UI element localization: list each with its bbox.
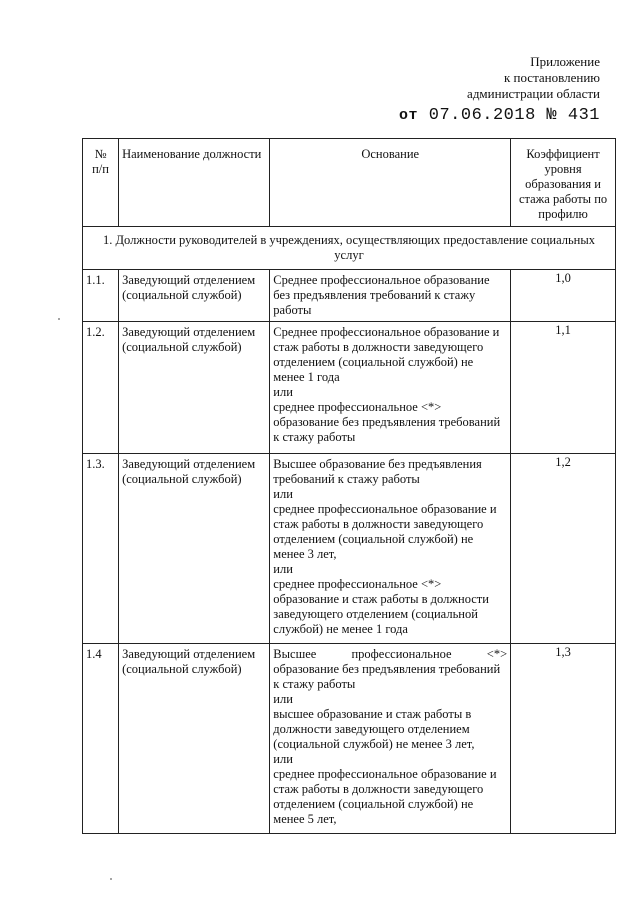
row-num: 1.4 bbox=[83, 644, 119, 834]
header-coefficient: Коэффициент уровня образования и стажа работы по профилю bbox=[511, 139, 616, 227]
row-num: 1.2. bbox=[83, 322, 119, 454]
table-row bbox=[83, 322, 616, 454]
header-num: № п/п bbox=[83, 139, 119, 227]
basis-word-higher: Высшее bbox=[273, 647, 317, 661]
order-prefix: от bbox=[399, 107, 419, 124]
row-position: Заведующий отделением (социальной службой) bbox=[119, 454, 270, 644]
row-basis: образование без предъявления требований к стажу работы или высшее образование и стаж работы в должности заведующего отделением (социальной службой) не менее 3 лет, или среднее профессиональное образование и стаж работы в должности заведующего отделением (социальной службой) не менее 5 лет, bbox=[273, 662, 501, 826]
row-coefficient: 1,2 bbox=[511, 454, 616, 644]
order-date-and-number: 07.06.2018 № 431 bbox=[428, 106, 600, 125]
table-row bbox=[83, 644, 616, 834]
row-num: 1.1. bbox=[83, 270, 119, 322]
row-basis-cell bbox=[270, 644, 511, 834]
basis-word-professional: профессиональное bbox=[351, 647, 452, 661]
order-date-number bbox=[399, 106, 600, 125]
header-basis: Основание bbox=[270, 139, 511, 227]
scan-speck bbox=[58, 318, 60, 320]
table-row bbox=[83, 454, 616, 644]
row-basis: Среднее профессиональное образование без предъявления требований к стажу работы bbox=[270, 270, 511, 322]
row-position: Заведующий отделением (социальной службой) bbox=[119, 644, 270, 834]
row-basis-first-line bbox=[273, 647, 507, 662]
appendix-authority: администрации области bbox=[467, 86, 600, 101]
row-coefficient: 1,1 bbox=[511, 322, 616, 454]
appendix-header bbox=[467, 54, 600, 102]
section-title: 1. Должности руководителей в учреждениях, осуществляющих предоставление социальных услуг bbox=[83, 227, 616, 270]
section-row bbox=[83, 227, 616, 270]
scan-speck bbox=[110, 878, 112, 880]
appendix-ref-line: к постановлению bbox=[503, 70, 600, 85]
basis-footnote-mark: <*> bbox=[486, 647, 508, 661]
header-position: Наименование должности bbox=[119, 139, 270, 227]
row-coefficient: 1,0 bbox=[511, 270, 616, 322]
appendix-title: Приложение bbox=[530, 54, 600, 69]
row-coefficient: 1,3 bbox=[511, 644, 616, 834]
row-num: 1.3. bbox=[83, 454, 119, 644]
table-row bbox=[83, 270, 616, 322]
row-position: Заведующий отделением (социальной службой) bbox=[119, 270, 270, 322]
coefficients-table bbox=[82, 138, 616, 834]
row-position: Заведующий отделением (социальной службой) bbox=[119, 322, 270, 454]
table-header-row bbox=[83, 139, 616, 227]
row-basis: Среднее профессиональное образование и стаж работы в должности заведующего отделением (социальной службой) не менее 1 года или среднее профессиональное <*> образование без предъявления требований к стажу работы bbox=[270, 322, 511, 454]
row-basis: Высшее образование без предъявления требований к стажу работы или среднее профессиональное образование и стаж работы в должности заведующего отделением (социальной службой) не менее 3 лет, или среднее профессиональное <*> образование и стаж работы в должности заведующего отделением (социальной службой) не менее 1 года bbox=[270, 454, 511, 644]
